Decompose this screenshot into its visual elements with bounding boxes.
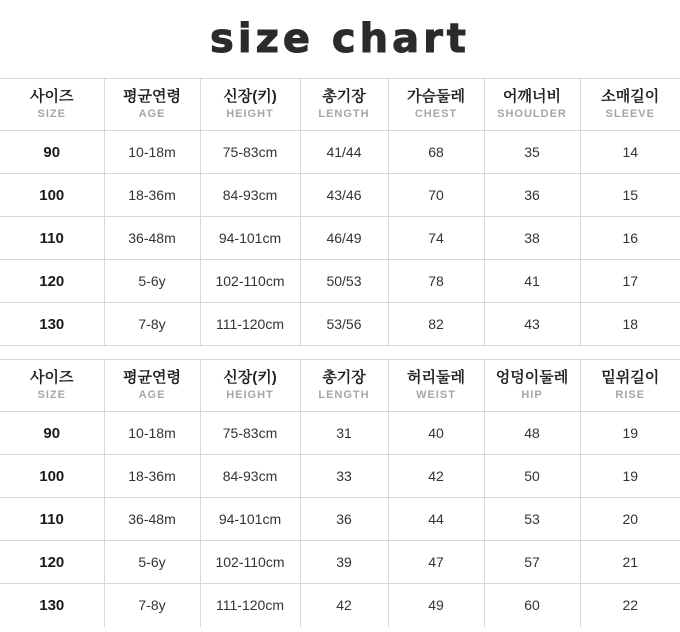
column-header-label-en: HEIGHT: [226, 108, 274, 120]
cell-height: 102-110cm: [200, 541, 300, 584]
table-row: [0, 541, 680, 584]
cell-shoulder: 41: [484, 260, 580, 303]
cell-rise: 19: [580, 455, 680, 498]
column-header-label-kr: 사이즈: [30, 88, 74, 105]
column-header-label-en: SLEEVE: [605, 108, 655, 120]
column-header-label-en: RISE: [615, 389, 646, 401]
cell-age: 36-48m: [104, 498, 200, 541]
cell-shoulder: 43: [484, 303, 580, 346]
table-row: [0, 455, 680, 498]
cell-age: 5-6y: [104, 260, 200, 303]
cell-length: 50/53: [300, 260, 388, 303]
cell-length: 39: [300, 541, 388, 584]
column-header-label-kr: 총기장: [322, 88, 366, 105]
table-row: [0, 260, 680, 303]
cell-size: 90: [0, 131, 104, 174]
cell-size: 90: [0, 412, 104, 455]
cell-size: 110: [0, 498, 104, 541]
cell-size: 100: [0, 455, 104, 498]
page-title-wrap: [0, 0, 680, 78]
cell-rise: 22: [622, 597, 639, 614]
cell-hip: 57: [484, 541, 580, 584]
cell-size: 120: [0, 541, 104, 584]
column-header-label-en: AGE: [138, 389, 166, 401]
cell-age: 7-8y: [104, 584, 200, 627]
cell-shoulder: 35: [484, 131, 580, 174]
cell-height: 75-83cm: [200, 412, 300, 455]
column-header-hip: [484, 360, 580, 412]
table-header-row: [0, 79, 680, 131]
column-header-height: [200, 79, 300, 131]
cell-length: 36: [300, 498, 388, 541]
cell-length: 42: [300, 584, 388, 627]
column-header-rise: [580, 360, 680, 412]
cell-sleeve: 17: [580, 260, 680, 303]
cell-sleeve: 14: [580, 131, 680, 174]
cell-length: 46/49: [300, 217, 388, 260]
cell-size: 130: [0, 303, 104, 346]
cell-chest: 70: [388, 174, 484, 217]
column-header-label-kr: 평균연령: [123, 88, 181, 105]
cell-height: 111-120cm: [200, 584, 300, 627]
cell-shoulder: 38: [484, 217, 580, 260]
cell-sleeve: 16: [580, 217, 680, 260]
cell-hip: 50: [484, 455, 580, 498]
table-divider: [0, 346, 680, 359]
column-header-label-kr: 평균연령: [123, 369, 181, 386]
column-header-label-en: SIZE: [37, 108, 66, 120]
cell-shoulder: 36: [484, 174, 580, 217]
cell-height: 84-93cm: [200, 455, 300, 498]
column-header-label-kr: 어깨너비: [503, 88, 561, 105]
cell-chest: 68: [388, 131, 484, 174]
cell-height: 75-83cm: [200, 131, 300, 174]
cell-size: 120: [0, 260, 104, 303]
cell-height: 102-110cm: [200, 260, 300, 303]
cell-rise: 21: [580, 541, 680, 584]
column-header-label-en: SIZE: [37, 389, 66, 401]
table-row: [0, 498, 680, 541]
cell-length: 41/44: [300, 131, 388, 174]
column-header-label-kr: 소매길이: [601, 88, 660, 105]
size-table-top: [0, 78, 680, 346]
column-header-label-en: HIP: [521, 389, 543, 401]
column-header-label-kr: 총기장: [322, 369, 366, 386]
column-header-chest: [388, 79, 484, 131]
cell-length: 43/46: [300, 174, 388, 217]
cell-age: 36-48m: [104, 217, 200, 260]
column-header-label-kr: 신장(키): [223, 88, 277, 105]
cell-size: 100: [0, 174, 104, 217]
table-row: [0, 131, 680, 174]
cell-chest: 74: [388, 217, 484, 260]
cell-age: 18-36m: [104, 174, 200, 217]
column-header-height: [200, 360, 300, 412]
cell-waist: 49: [388, 584, 484, 627]
table-row: [0, 174, 680, 217]
column-header-age: [104, 360, 200, 412]
cell-waist: 44: [388, 498, 484, 541]
cell-waist: 40: [388, 412, 484, 455]
page-title: size chart: [210, 16, 470, 62]
cell-waist: 47: [388, 541, 484, 584]
table-row: [0, 584, 680, 627]
column-header-label-kr: 신장(키): [223, 369, 277, 386]
cell-height: 84-93cm: [200, 174, 300, 217]
cell-sleeve: 15: [580, 174, 680, 217]
cell-sleeve: 18: [580, 303, 680, 346]
column-header-label-en: HEIGHT: [226, 389, 274, 401]
cell-size: 110: [0, 217, 104, 260]
column-header-label-kr: 엉덩이둘레: [495, 369, 569, 386]
cell-age: 10-18m: [104, 131, 200, 174]
cell-age: 10-18m: [104, 412, 200, 455]
table-row: [0, 412, 680, 455]
table-row: [0, 303, 680, 346]
cell-rise: 20: [580, 498, 680, 541]
column-header-age: [104, 79, 200, 131]
cell-chest: 78: [388, 260, 484, 303]
column-header-label-en: AGE: [138, 108, 166, 120]
column-header-size: [0, 360, 104, 412]
cell-age: 7-8y: [104, 303, 200, 346]
column-header-label-en: LENGTH: [318, 108, 370, 120]
cell-age: 5-6y: [104, 541, 200, 584]
table-row: [0, 217, 680, 260]
cell-length: 33: [300, 455, 388, 498]
column-header-label-en: WEIST: [416, 389, 456, 401]
cell-hip: 60: [484, 584, 580, 627]
column-header-waist: [388, 360, 484, 412]
size-table-bottom: [0, 359, 680, 627]
cell-length: 31: [300, 412, 388, 455]
cell-size: 130: [0, 584, 104, 627]
cell-hip: 48: [484, 412, 580, 455]
bottom-spacer: [0, 627, 680, 632]
column-header-label-kr: 사이즈: [30, 369, 74, 386]
column-header-label-en: CHEST: [414, 108, 458, 120]
cell-rise: 19: [580, 412, 680, 455]
cell-chest: 82: [388, 303, 484, 346]
cell-hip: 53: [484, 498, 580, 541]
column-header-length: [300, 79, 388, 131]
cell-height: 94-101cm: [200, 498, 300, 541]
column-header-label-kr: 가슴둘레: [407, 88, 465, 105]
column-header-sleeve: [580, 79, 680, 131]
column-header-label-en: SHOULDER: [497, 108, 567, 120]
column-header-label-kr: 밑위길이: [601, 369, 660, 386]
table-header-row: [0, 360, 680, 412]
column-header-length: [300, 360, 388, 412]
cell-waist: 42: [388, 455, 484, 498]
column-header-label-en: LENGTH: [318, 389, 370, 401]
cell-height: 111-120cm: [200, 303, 300, 346]
column-header-label-kr: 허리둘레: [407, 369, 465, 386]
column-header-shoulder: [484, 79, 580, 131]
cell-height: 94-101cm: [200, 217, 300, 260]
cell-age: 18-36m: [104, 455, 200, 498]
cell-length: 53/56: [300, 303, 388, 346]
column-header-size: [0, 79, 104, 131]
